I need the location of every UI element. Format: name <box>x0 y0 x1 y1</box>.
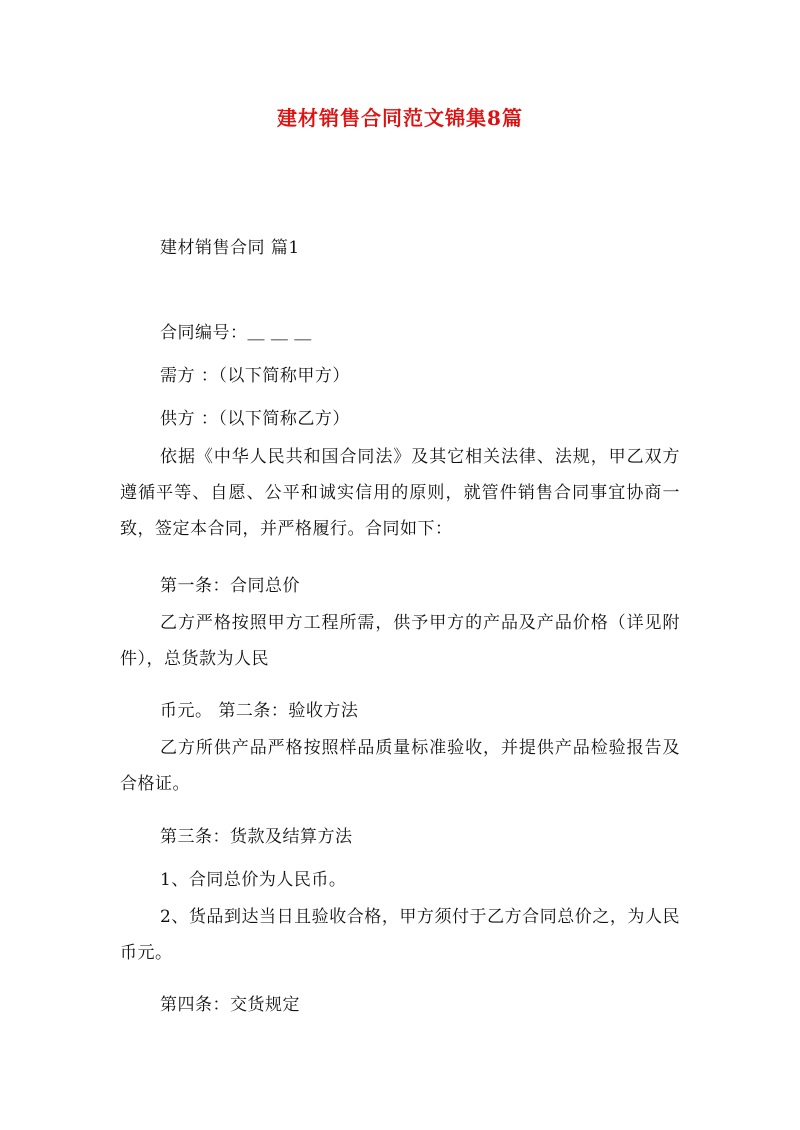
contract-number-line: 合同编号：＿ ＿ ＿ <box>160 323 312 343</box>
intro-paragraph: 依据《中华人民共和国合同法》及其它相关法律、法规，甲乙双方遵循平等、自愿、公平和诚实信用的原则，就管件销售合同事宜协商一致，签定本合同，并严格履行。合同如下： <box>120 447 680 539</box>
article-3-item-2: 2、货品到达当日且验收合格，甲方须付于乙方合同总价之，为人民币元。 <box>120 907 680 963</box>
article-2-body: 乙方所供产品严格按照样品质量标准验收，并提供产品检验报告及合格证。 <box>120 738 680 794</box>
seller-line: 供方 ：（以下简称乙方） <box>160 409 350 429</box>
article-1-body: 乙方严格按照甲方工程所需，供予甲方的产品及产品价格（详见附件），总货款为人民 <box>120 613 680 669</box>
document-title: 建材销售合同范文锦集8篇 <box>277 106 523 130</box>
article-4-title: 第四条：交货规定 <box>160 995 300 1015</box>
article-3-item-1: 1、合同总价为人民币。 <box>160 870 347 890</box>
section-heading: 建材销售合同 篇1 <box>160 238 300 258</box>
article-3-title: 第三条：货款及结算方法 <box>160 827 353 847</box>
buyer-line: 需方 ：（以下简称甲方） <box>160 366 350 386</box>
article-1-title: 第一条：合同总价 <box>160 576 300 596</box>
article-1-continuation: 币元。 第二条：验收方法 <box>160 701 359 721</box>
